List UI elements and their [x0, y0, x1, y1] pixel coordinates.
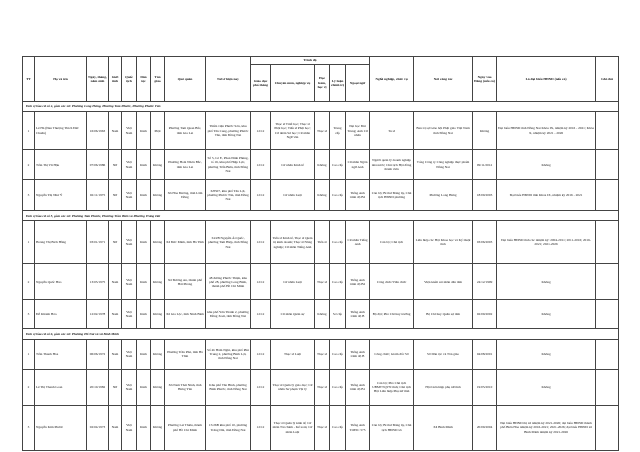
cell-ethnicity: Kinh	[137, 112, 151, 150]
cell-nationality: Việt Nam	[122, 264, 137, 300]
cell-workplace: Hội Liên hiệp phụ nữ tỉnh	[414, 369, 473, 405]
cell-specialty: Cử nhân Luật	[271, 264, 315, 300]
cell-degree: Thạc sĩ	[315, 339, 330, 369]
cell-occupation: Bộ đội; Phó Chỉ huy trưởng	[370, 300, 414, 329]
header-workplace: Nơi công tác	[414, 57, 473, 102]
cell-gender: Nam	[109, 339, 122, 369]
cell-gender: Nam	[109, 264, 122, 300]
cell-specialty: Thạc sĩ Triết học; Thạc sĩ Phật học; Tiến sĩ Phật học; Cử nhân Sư học; Cử nhân Ngữ văn	[271, 112, 315, 150]
cell-language: Tiếng Anh TOEIC 575	[346, 405, 370, 450]
cell-general-edu: 12/12	[251, 150, 271, 180]
cell-workplace: Tổng Công ty Công nghiệp thực phẩm Đồng Nai	[414, 150, 473, 180]
cell-degree: Không	[315, 300, 330, 329]
cell-party-date: Không	[473, 112, 497, 150]
cell-degree: Không	[315, 180, 330, 211]
table-row	[23, 300, 619, 329]
group-title: Đơn vị bầu cử số 6, gồm các xã: Phường Hố Nai và xã Bình Minh	[23, 329, 619, 339]
header-name: Họ và tên	[35, 57, 87, 102]
table-row	[23, 180, 619, 211]
cell-gender: Nữ	[109, 369, 122, 405]
candidate-table	[22, 56, 619, 451]
cell-dob: 02/11/1975	[87, 180, 109, 211]
cell-specialty: Thạc sĩ Quản lý giáo dục; Cử nhân Sư phạm Vật lý	[271, 369, 315, 405]
header-party-date: Ngày vào Đảng (nếu có)	[473, 57, 497, 102]
cell-language: Cử nhân Ngôn ngữ Anh	[346, 150, 370, 180]
header-tt: TT	[23, 57, 35, 102]
cell-general-edu: 12/12	[251, 112, 271, 150]
cell-party-date: 02/09/2002	[473, 300, 497, 329]
header-residence: Nơi ở hiện nay	[206, 57, 251, 102]
cell-specialty: Thạc sĩ Luật	[271, 339, 315, 369]
cell-name: Trần Thị Vũ Hậu	[35, 150, 87, 180]
cell-occupation: Cán bộ; Bí thư Đảng ủy, Chủ tịch HĐND xã	[370, 405, 414, 450]
cell-name: Nguyễn Kim Phước	[35, 405, 87, 450]
cell-religion: Không	[151, 300, 165, 329]
cell-workplace: Sở Dân tộc và Tôn giáo	[414, 339, 473, 369]
cell-residence: 48 đường Phước Thiện, khu phố 28, phường Long Bình, thành phố Hồ Chí Minh	[206, 264, 251, 300]
cell-residence: Số 5, Lô E, Phan Đình Phùng, tổ 16, khu phố Hiệp Lực, phường Trấn Biên, tỉnh Đồng Nai	[206, 150, 251, 180]
table-row	[23, 369, 619, 405]
cell-gender: Nữ	[109, 150, 122, 180]
cell-religion: Không	[151, 150, 165, 180]
cell-ethnicity: Kinh	[137, 221, 151, 264]
cell-hometown: Xã Đức Minh, tỉnh Hà Tĩnh	[165, 221, 206, 264]
candidate-list-sheet	[22, 56, 618, 448]
cell-note	[596, 221, 619, 264]
header-language: Ngoại ngữ	[346, 65, 370, 102]
cell-ethnicity: Kinh	[137, 405, 151, 450]
table-row	[23, 150, 619, 180]
cell-workplace: Viện kiểm sát nhân dân tỉnh	[414, 264, 473, 300]
cell-note	[596, 405, 619, 450]
cell-dob: 12/02/1978	[87, 300, 109, 329]
cell-politics: Cao cấp	[330, 405, 346, 450]
cell-specialty: Cử nhân Quân sự	[271, 300, 315, 329]
cell-gender: Nam	[109, 405, 122, 450]
cell-no: 2	[23, 150, 35, 180]
cell-residence: Số 4b Hàm Nghi, khu phố Phú Trung 2, phường Bình Lợi, tỉnh Đồng Nai	[206, 339, 251, 369]
cell-delegate: Không	[497, 369, 596, 405]
cell-party-date: 03/06/2003	[473, 221, 497, 264]
cell-dob: 03/01/1971	[87, 221, 109, 264]
cell-degree: Tiến sĩ	[315, 221, 330, 264]
cell-delegate: Không	[497, 150, 596, 180]
cell-occupation: Người quản lý doanh nghiệp nhà nước; Chủ tịch Hội đồng thành viên	[370, 150, 414, 180]
header-delegate: Là đại biểu HĐND (nếu có)	[497, 57, 596, 102]
header-education-group: Trình độ	[251, 57, 370, 65]
cell-degree: Thạc sĩ	[315, 369, 330, 405]
cell-workplace: Bộ Chỉ huy Quân sự tỉnh	[414, 300, 473, 329]
cell-specialty: Tiến sĩ Kinh tế, Thạc sĩ Quản trị kinh doanh; Thạc sĩ Nông nghiệp; Cử nhân Tiếng Anh	[271, 221, 315, 264]
cell-hometown: Xã Gia Lộc, tỉnh Ninh Bình	[165, 300, 206, 329]
cell-name: Hoàng Thị Bích Hằng	[35, 221, 87, 264]
cell-no: 2	[23, 369, 35, 405]
cell-no: 3	[23, 180, 35, 211]
cell-religion: Phật	[151, 112, 165, 150]
cell-name: Lê Thị Thanh Loan	[35, 369, 87, 405]
cell-occupation: Công chức/Viên chức	[370, 264, 414, 300]
header-gender: Giới tính	[109, 57, 122, 102]
cell-religion: Không	[151, 405, 165, 450]
cell-politics: Cao cấp	[330, 369, 346, 405]
cell-no: 3	[23, 300, 35, 329]
cell-name: Lê Hà (Đan Thượng Thích Đức Chuân)	[35, 112, 87, 150]
cell-no: 1	[23, 112, 35, 150]
cell-no: 3	[23, 405, 35, 450]
cell-general-edu: 12/12	[251, 221, 271, 264]
cell-nationality: Việt Nam	[122, 369, 137, 405]
cell-ethnicity: Kinh	[137, 264, 151, 300]
header-religion: Tôn giáo	[151, 57, 165, 102]
table-row	[23, 112, 619, 150]
cell-religion: Không	[151, 369, 165, 405]
cell-no: 1	[23, 339, 35, 369]
cell-dob: 16/06/1963	[87, 112, 109, 150]
cell-delegate: Không	[497, 264, 596, 300]
cell-religion: Không	[151, 339, 165, 369]
cell-hometown: Phường Tam Quan Bắc, tỉnh Gia Lai	[165, 112, 206, 150]
cell-general-edu: 12/12	[251, 369, 271, 405]
cell-ethnicity: Kinh	[137, 369, 151, 405]
cell-party-date: 04/08/2001	[473, 339, 497, 369]
cell-residence: 15/26B khu phố 10, phường Trảng Dài, tỉnh Đồng Nai	[206, 405, 251, 450]
cell-name: Trần Thanh Hòa	[35, 339, 87, 369]
cell-delegate: Không	[497, 339, 596, 369]
cell-workplace: Xã Bình Minh	[414, 405, 473, 450]
cell-politics: Cao cấp	[330, 150, 346, 180]
cell-dob: 02/04/1973	[87, 405, 109, 450]
cell-general-edu: 12/12	[251, 300, 271, 329]
header-nationality: Quốc tịch	[122, 57, 137, 102]
cell-politics: Trung cấp	[330, 112, 346, 150]
cell-party-date: 09/11/2012	[473, 150, 497, 180]
cell-delegate: Không	[497, 300, 596, 329]
cell-occupation: Cán bộ; Bí thư Đảng ủy, Chủ tịch HĐND phường	[370, 180, 414, 211]
cell-workplace: Liên hiệp các Hội Khoa học và Kỹ thuật tỉnh	[414, 221, 473, 264]
cell-gender: Nam	[109, 300, 122, 329]
cell-note	[596, 112, 619, 150]
cell-degree: Thạc sĩ	[315, 264, 330, 300]
cell-party-date: 20/09/2004	[473, 405, 497, 450]
cell-dob: 06/06/1972	[87, 339, 109, 369]
cell-note	[596, 339, 619, 369]
cell-general-edu: 12/12	[251, 405, 271, 450]
cell-ethnicity: Kinh	[137, 180, 151, 211]
cell-residence: Khu phố Tân Bình, phường Bình Phước, tỉnh Đồng Nai	[206, 369, 251, 405]
cell-workplace: Phường Long Hưng	[414, 180, 473, 211]
table-row	[23, 405, 619, 450]
cell-residence: 34/2B Nguyễn Ái Quốc, phường Tam Hiệp, tỉnh Đồng Nai	[206, 221, 251, 264]
cell-occupation: Công chức; Giám đốc Sở	[370, 339, 414, 369]
cell-gender: Nam	[109, 112, 122, 150]
cell-degree: Thạc sĩ	[315, 405, 330, 450]
header-dob: Ngày, tháng, năm sinh	[87, 57, 109, 102]
cell-religion: Không	[151, 180, 165, 211]
cell-language: Tiếng Anh trình độ B2	[346, 180, 370, 211]
cell-general-edu: 12/12	[251, 339, 271, 369]
cell-language: Tiếng Anh trình độ B1	[346, 369, 370, 405]
header-general-edu: Giáo dục phổ thông	[251, 65, 271, 102]
table-row	[23, 264, 619, 300]
cell-language: Tiếng Anh trình độ B2	[346, 264, 370, 300]
group-title: Đơn vị bầu cử số 4, gồm các xã: Phường Long Hưng, Phường Tam Phước, Phường Phước Tân	[23, 102, 619, 112]
group-title: Đơn vị bầu cử số 5, gồm các xã: Phường Tam Phước, Phường Trần Biên và Phường Trảng Dài	[23, 211, 619, 221]
cell-gender: Nữ	[109, 180, 122, 211]
cell-no: 2	[23, 264, 35, 300]
cell-politics: Cao cấp	[330, 221, 346, 264]
cell-workplace: Ban trị sự Giáo hội Phật giáo Việt Nam tỉnh Đồng Nai	[414, 112, 473, 150]
cell-hometown: Xã Hòa Đương, tỉnh Lâm Đồng	[165, 180, 206, 211]
header-ethnicity: Dân tộc	[137, 57, 151, 102]
cell-language: Cử nhân Tiếng Anh	[346, 221, 370, 264]
cell-delegate: Đại biểu HĐND tỉnh Khóa IX, nhiệm kỳ 2016 - 2021	[497, 180, 596, 211]
cell-politics: Cao cấp	[330, 180, 346, 211]
cell-dob: 13/03/1975	[87, 264, 109, 300]
cell-occupation: Tu sĩ	[370, 112, 414, 150]
cell-dob: 07/06/1986	[87, 150, 109, 180]
cell-nationality: Việt Nam	[122, 112, 137, 150]
header-politics: Lý luận chính trị	[330, 65, 346, 102]
cell-ethnicity: Kinh	[137, 150, 151, 180]
header-occupation: Nghề nghiệp, chức vụ	[370, 57, 414, 102]
cell-specialty: Cử nhân Kinh tế	[271, 150, 315, 180]
cell-residence: khu phố Yên Thành 2, phường Đồng Xoài, tỉnh Đồng Nai	[206, 300, 251, 329]
cell-language: Tiếng Anh trình độ B	[346, 339, 370, 369]
cell-dob: 20/10/1982	[87, 369, 109, 405]
cell-hometown: Xã Đường An, thành phố Hải Phòng	[165, 264, 206, 300]
cell-note	[596, 369, 619, 405]
cell-nationality: Việt Nam	[122, 180, 137, 211]
cell-general-edu: 12/12	[251, 264, 271, 300]
cell-degree: Thạc sĩ	[315, 112, 330, 150]
cell-delegate: Đại biểu HĐND tỉnh các nhiệm kỳ: 2004-2011; 2011-2016; 2016-2021; 2021-2026	[497, 221, 596, 264]
cell-religion: Không	[151, 221, 165, 264]
cell-hometown: Phường Trần Phú, tỉnh Hà Tĩnh	[165, 339, 206, 369]
cell-specialty: Cử nhân Luật	[271, 180, 315, 211]
cell-ethnicity: Kinh	[137, 300, 151, 329]
cell-politics: Cao cấp	[330, 264, 346, 300]
cell-ethnicity: Kinh	[137, 339, 151, 369]
cell-language: Đại học Đài Trung; Anh Cử nhân	[346, 112, 370, 150]
table-row	[23, 221, 619, 264]
header-hometown: Quê quán	[165, 57, 206, 102]
cell-residence: Thiền viện Phước Sơn, khu phố Tân Cang, phường Phước Tân, tỉnh Đồng Nai	[206, 112, 251, 150]
cell-party-date: 18/09/2003	[473, 180, 497, 211]
cell-name: Nguyễn Quốc Hào	[35, 264, 87, 300]
cell-party-date: 19/05/2010	[473, 369, 497, 405]
cell-religion: Không	[151, 264, 165, 300]
cell-note	[596, 180, 619, 211]
cell-residence: 6/8507, khu phố Tân Lợi, phường Phước Tân, tỉnh Đồng Nai	[206, 180, 251, 211]
cell-specialty: Thạc sĩ Quản lý kinh tế; Cử nhân Tài chính - Kế toán; Cử nhân Luật	[271, 405, 315, 450]
cell-gender: Nữ	[109, 221, 122, 264]
header-specialty: Chuyên môn, nghiệp vụ	[271, 65, 315, 102]
cell-language: Tiếng Anh trình độ B	[346, 300, 370, 329]
cell-nationality: Việt Nam	[122, 405, 137, 450]
cell-nationality: Việt Nam	[122, 150, 137, 180]
cell-note	[596, 300, 619, 329]
cell-delegate: Đại biểu HĐND thị xã nhiệm kỳ 2021-2026; đại biểu HĐND thành phố Biên Hòa nhiệm kỳ 2016-2021; 2021-2026; đại biểu HĐND xã Bình Minh nhiệm kỳ 2021-2026	[497, 405, 596, 450]
cell-note	[596, 150, 619, 180]
cell-politics: Sơ cấp	[330, 300, 346, 329]
cell-hometown: Phường Hoài Nhơn Bắc, tỉnh Gia Lai	[165, 150, 206, 180]
cell-occupation: Cán bộ; Phó Chủ tịch UBMTTQVN tỉnh; Chủ tịch Hội Liên hiệp Phụ nữ tỉnh	[370, 369, 414, 405]
cell-politics: Cao cấp	[330, 339, 346, 369]
cell-nationality: Việt Nam	[122, 300, 137, 329]
cell-party-date: 24/12/1999	[473, 264, 497, 300]
table-row	[23, 339, 619, 369]
cell-occupation: Cán bộ; Chủ tịch	[370, 221, 414, 264]
header-degree: Học hàm, học vị	[315, 65, 330, 102]
cell-hometown: Phường Lai Thiêu, thành phố Hồ Chí Minh	[165, 405, 206, 450]
header-note: Ghi chú	[596, 57, 619, 102]
cell-name: Đỗ Khánh Hòa	[35, 300, 87, 329]
cell-name: Nguyễn Thị Như Ý	[35, 180, 87, 211]
cell-hometown: Xã Nam Thái Ninh, tỉnh Hưng Yên	[165, 369, 206, 405]
cell-nationality: Việt Nam	[122, 221, 137, 264]
cell-delegate: Đại biểu HĐND tỉnh Đồng Nai Khóa IX, nhiệm kỳ 2016 - 2021; Khóa X, nhiệm kỳ 2021 - 2026	[497, 112, 596, 150]
cell-degree: Không	[315, 150, 330, 180]
cell-nationality: Việt Nam	[122, 339, 137, 369]
cell-no: 1	[23, 221, 35, 264]
cell-note	[596, 264, 619, 300]
cell-general-edu: 12/12	[251, 180, 271, 211]
